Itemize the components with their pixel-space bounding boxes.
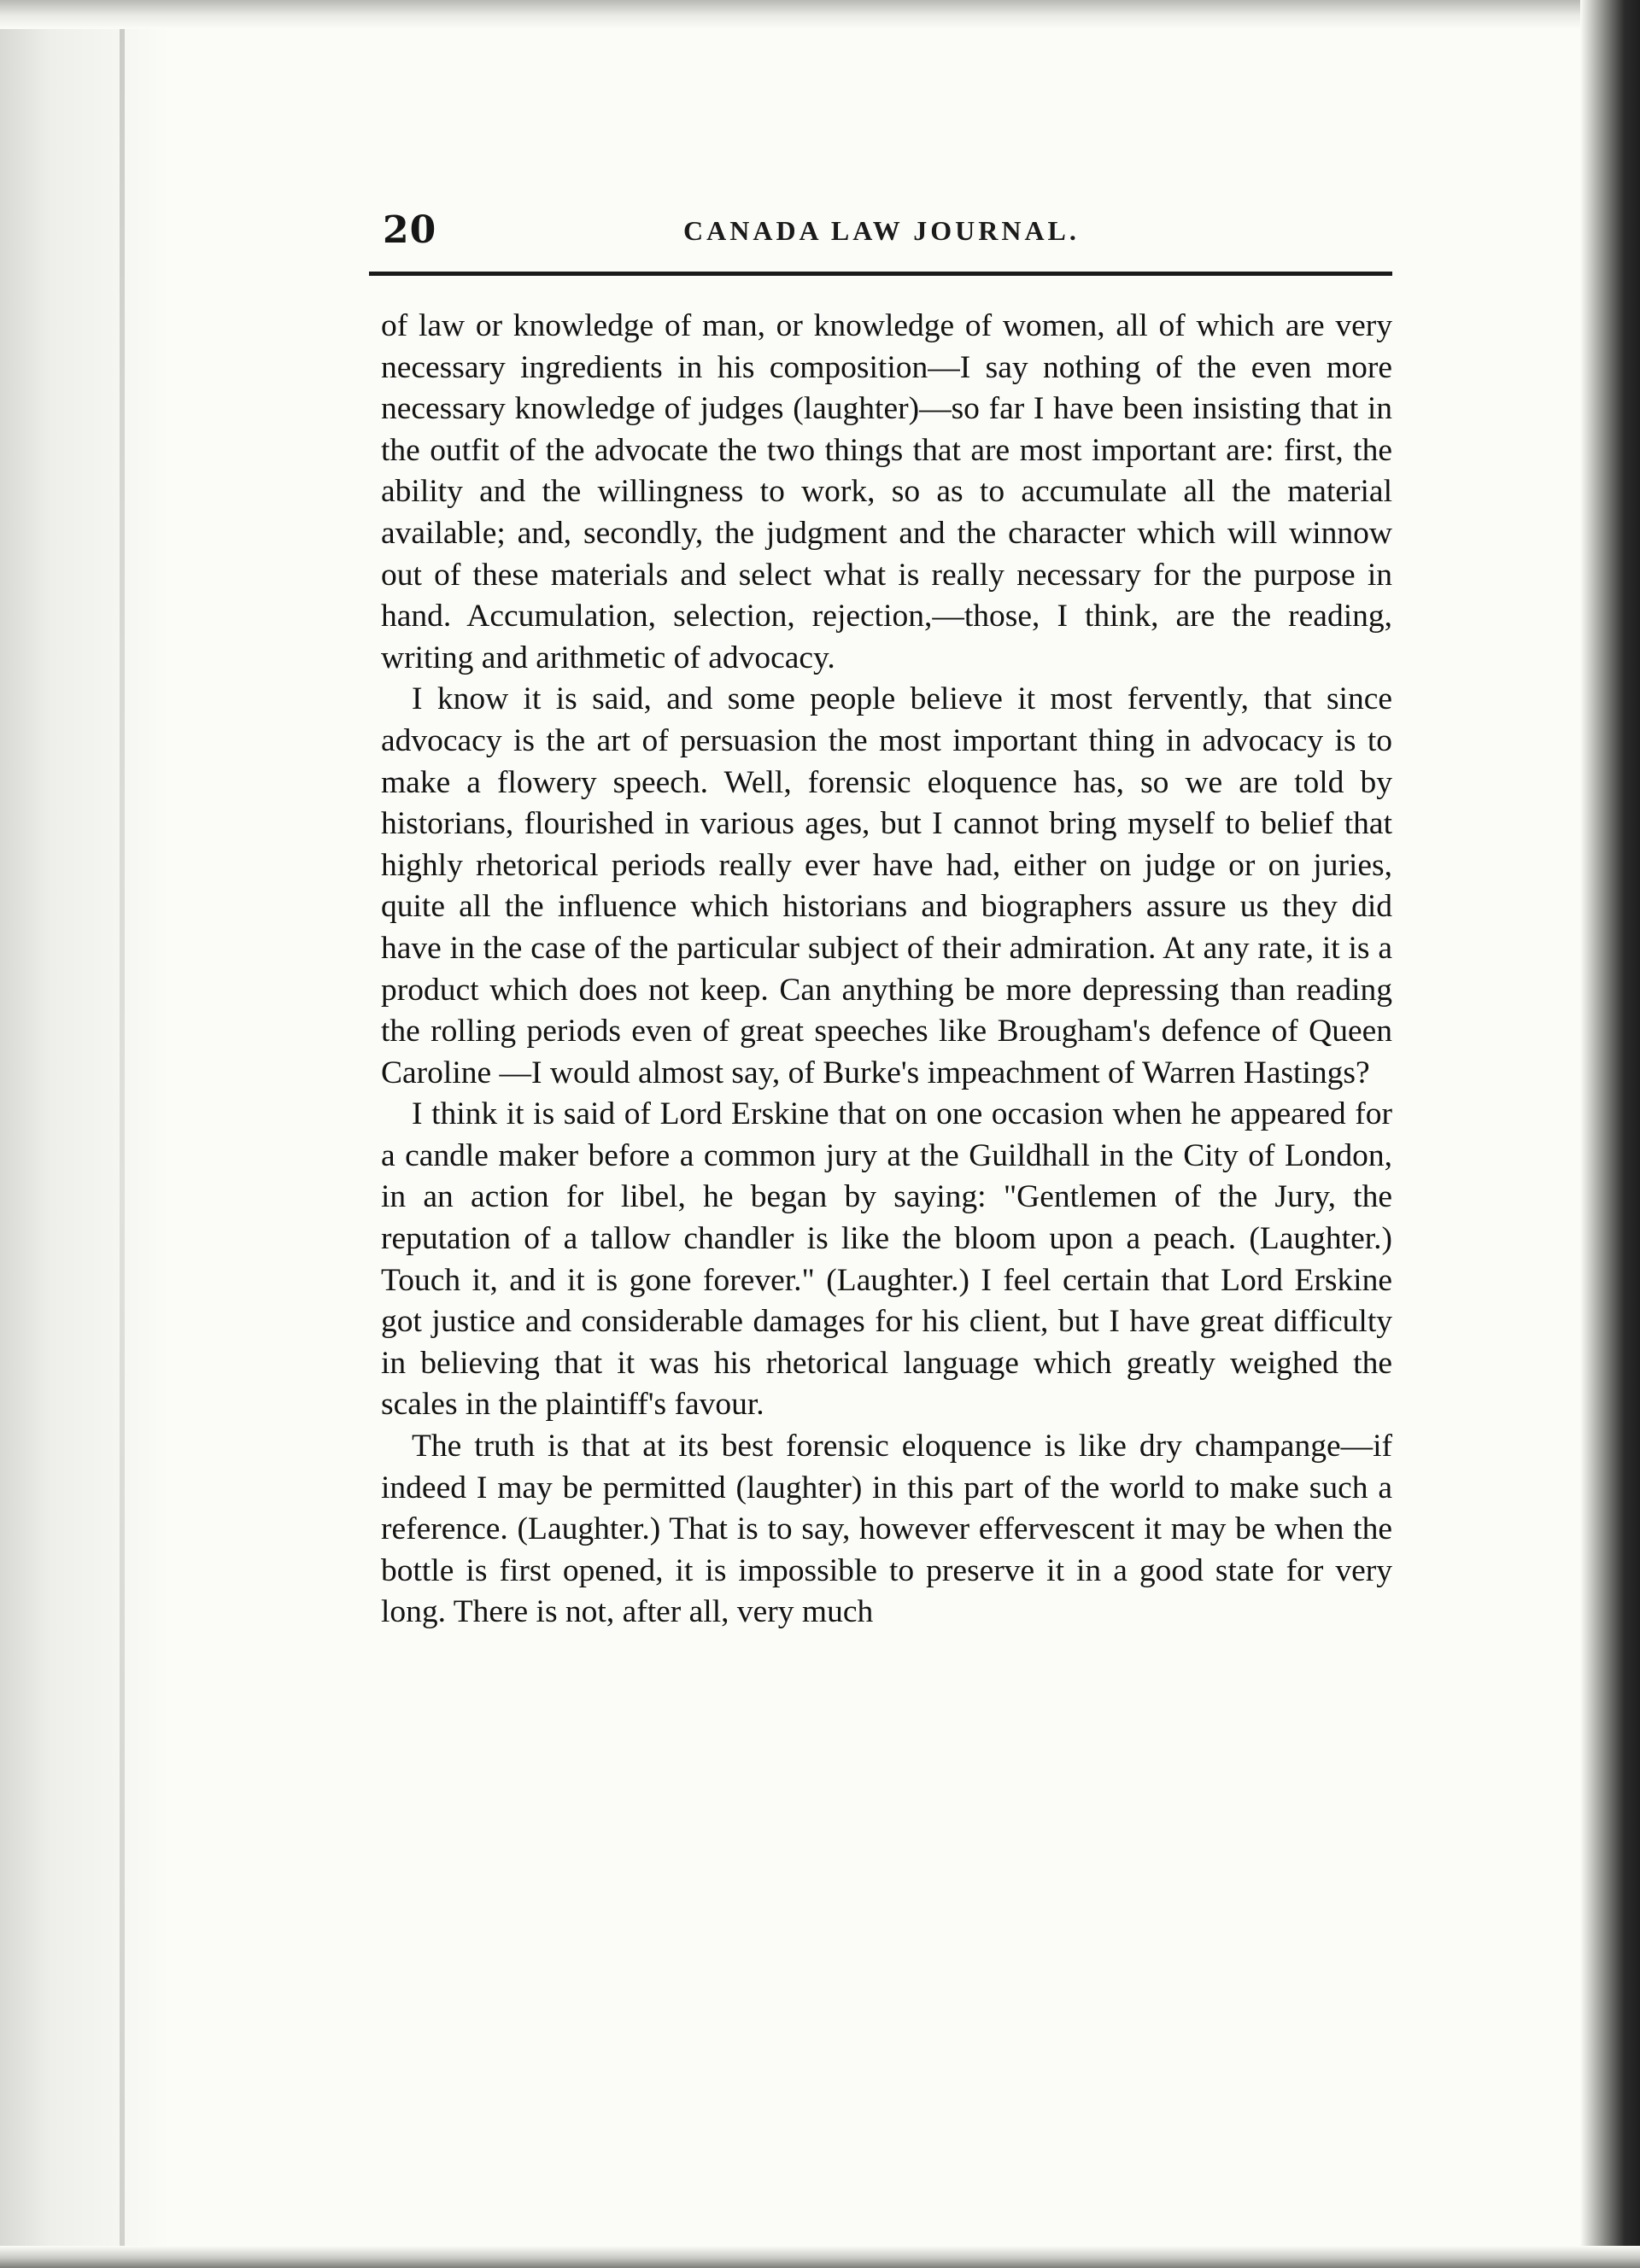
paragraph-dry-champagne: The truth is that at its best forensic eloquence is like dry champange—if indeed I may be permitted (laughter) in this part of the world to make such a reference. (Laughter.) That is to say, however effervescent it may be when the bottle is first opened, it is impossible to preserve it in a good state for very long. There is not, after all, very much <box>381 1429 1392 1630</box>
header-rule <box>369 272 1392 276</box>
running-title: CANADA LAW JOURNAL. <box>683 215 1080 246</box>
binding-edge-line <box>120 0 125 2268</box>
paragraph-continuation: of law or knowledge of man, or knowledge of women, all of which are very necessary ingredients in his composition—I say nothing of the even more necessary knowledge of judges (laughter)—so far I have been insisting that in the outfit of the advocate the two things that are most important are: first, the ability and the willingness to work, so as to accumulate all the material available; and, secondly, the judgment and the character which will winnow out of these materials and select what is really necessary for the purpose in hand. Accumulation, selection, rejection,—those, I think, are the reading, writing and arithmetic of advocacy. <box>381 308 1392 675</box>
page-number: 20 <box>383 208 437 252</box>
paragraph-lord-erskine: I think it is said of Lord Erskine that on one occasion when he appeared for a candle maker before a common jury at the Guildhall in the City of London, in an action for libel, he began by saying: "Gentlemen of the Jury, the reputation of a tallow chandler is like the bloom upon a peach. (Laughter.) Touch it, and it is gone forever." (Laughter.) I feel certain that Lord Erskine got justice and considerable damages for his client, but I have great difficulty in believing that it was his rhetorical language which greatly weighed the scales in the plaintiff's favour. <box>381 1096 1392 1423</box>
page-header <box>383 196 1391 265</box>
bottom-page-edge-shadow <box>0 2246 1640 2268</box>
top-page-edge-shadow <box>0 0 1640 29</box>
article-body <box>381 306 1392 1634</box>
left-page-edge-shadow <box>0 0 205 2268</box>
right-page-edge-shadow <box>1580 0 1640 2268</box>
paragraph-forensic-eloquence: I know it is said, and some people believe it most fervently, that since advocacy is the art of persuasion the most important thing in advocacy is to make a flowery speech. Well, forensic eloquence has, so we are told by historians, flourished in various ages, but I cannot bring myself to belief that highly rhetorical periods really ever have had, either on judge or on juries, quite all the influence which historians and biographers assure us they did have in the case of the particular subject of their admiration. At any rate, it is a product which does not keep. Can anything be more depressing than reading the rolling periods even of great speeches like Brougham's defence of Queen Caroline —I would almost say, of Burke's impeachment of Warren Hastings? <box>381 681 1392 1090</box>
